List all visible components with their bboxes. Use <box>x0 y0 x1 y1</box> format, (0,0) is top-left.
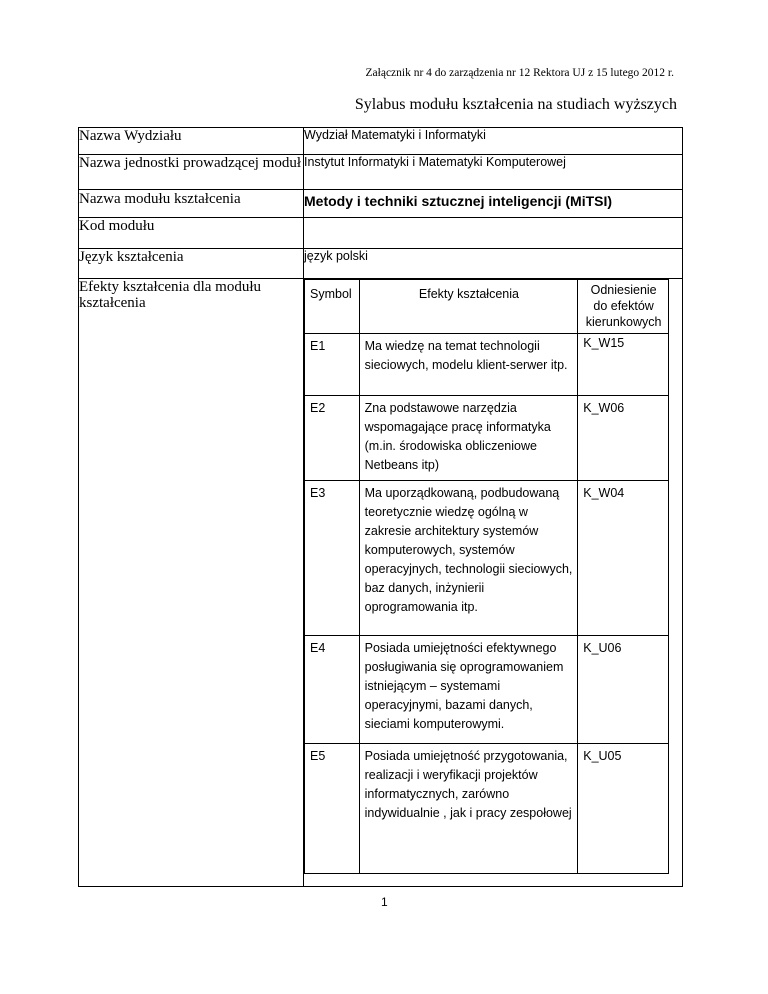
row-effects <box>79 279 683 887</box>
table-row <box>305 636 669 744</box>
module-value: Metody i techniki sztucznej inteligencji (MiTSI) <box>304 190 683 218</box>
effect-description: Posiada umiejętność przygotowania, realizacji i weryfikacji projektów informatycznych, zarówno indywidualnie , jak i pracy zespołowej <box>359 744 578 874</box>
faculty-value: Wydział Matematyki i Informatyki <box>304 128 683 155</box>
effect-reference: K_W06 <box>578 396 669 481</box>
effect-symbol: E1 <box>305 334 360 396</box>
reference-header: Odniesienie do efektów kierunkowych <box>578 280 669 334</box>
effect-reference: K_U05 <box>578 744 669 874</box>
effects-cell <box>304 279 683 887</box>
effect-description: Posiada umiejętności efektywnego posługiwania się oprogramowaniem istniejącym – systemami operacyjnymi, bazami danych, sieciami komputerowymi. <box>359 636 578 744</box>
table-row <box>305 334 669 396</box>
effect-description: Ma uporządkowaną, podbudowaną teoretycznie wiedzę ogólną w zakresie architektury systemów komputerowych, systemów operacyjnych, technologii sieciowych, baz danych, inżynierii oprogramowania itp. <box>359 481 578 636</box>
effects-table <box>304 279 669 874</box>
effect-description: Ma wiedzę na temat technologii sieciowych, modelu klient-serwer itp. <box>359 334 578 396</box>
code-value <box>304 218 683 249</box>
effect-symbol: E5 <box>305 744 360 874</box>
row-code <box>79 218 683 249</box>
effect-symbol: E2 <box>305 396 360 481</box>
language-label: Język kształcenia <box>79 249 304 279</box>
effects-header-row <box>305 280 669 334</box>
effect-reference: K_U06 <box>578 636 669 744</box>
effect-description: Zna podstawowe narzędzia wspomagające pracę informatyka (m.in. środowiska obliczeniowe Netbeans itp) <box>359 396 578 481</box>
document-title: Sylabus modułu kształcenia na studiach wyższych <box>354 96 677 113</box>
effect-symbol: E4 <box>305 636 360 744</box>
faculty-label: Nazwa Wydziału <box>79 128 304 155</box>
annex-note: Załącznik nr 4 do zarządzenia nr 12 Rektora UJ z 15 lutego 2012 r. <box>365 67 674 79</box>
code-label: Kod modułu <box>79 218 304 249</box>
description-header: Efekty kształcenia <box>359 280 578 334</box>
effects-label: Efekty kształcenia dla modułu kształcenia <box>79 279 304 887</box>
language-value: język polski <box>304 249 683 279</box>
symbol-header: Symbol <box>305 280 360 334</box>
row-module <box>79 190 683 218</box>
table-row <box>305 396 669 481</box>
effect-reference: K_W15 <box>578 334 669 396</box>
effect-reference: K_W04 <box>578 481 669 636</box>
table-row <box>305 744 669 874</box>
row-unit <box>79 155 683 190</box>
syllabus-table <box>78 127 683 887</box>
effect-symbol: E3 <box>305 481 360 636</box>
unit-value: Instytut Informatyki i Matematyki Komputerowej <box>304 155 683 190</box>
table-row <box>305 481 669 636</box>
row-language <box>79 249 683 279</box>
module-label: Nazwa modułu kształcenia <box>79 190 304 218</box>
unit-label: Nazwa jednostki prowadzącej moduł <box>79 155 304 190</box>
row-faculty <box>79 128 683 155</box>
page-number: 1 <box>381 895 388 909</box>
